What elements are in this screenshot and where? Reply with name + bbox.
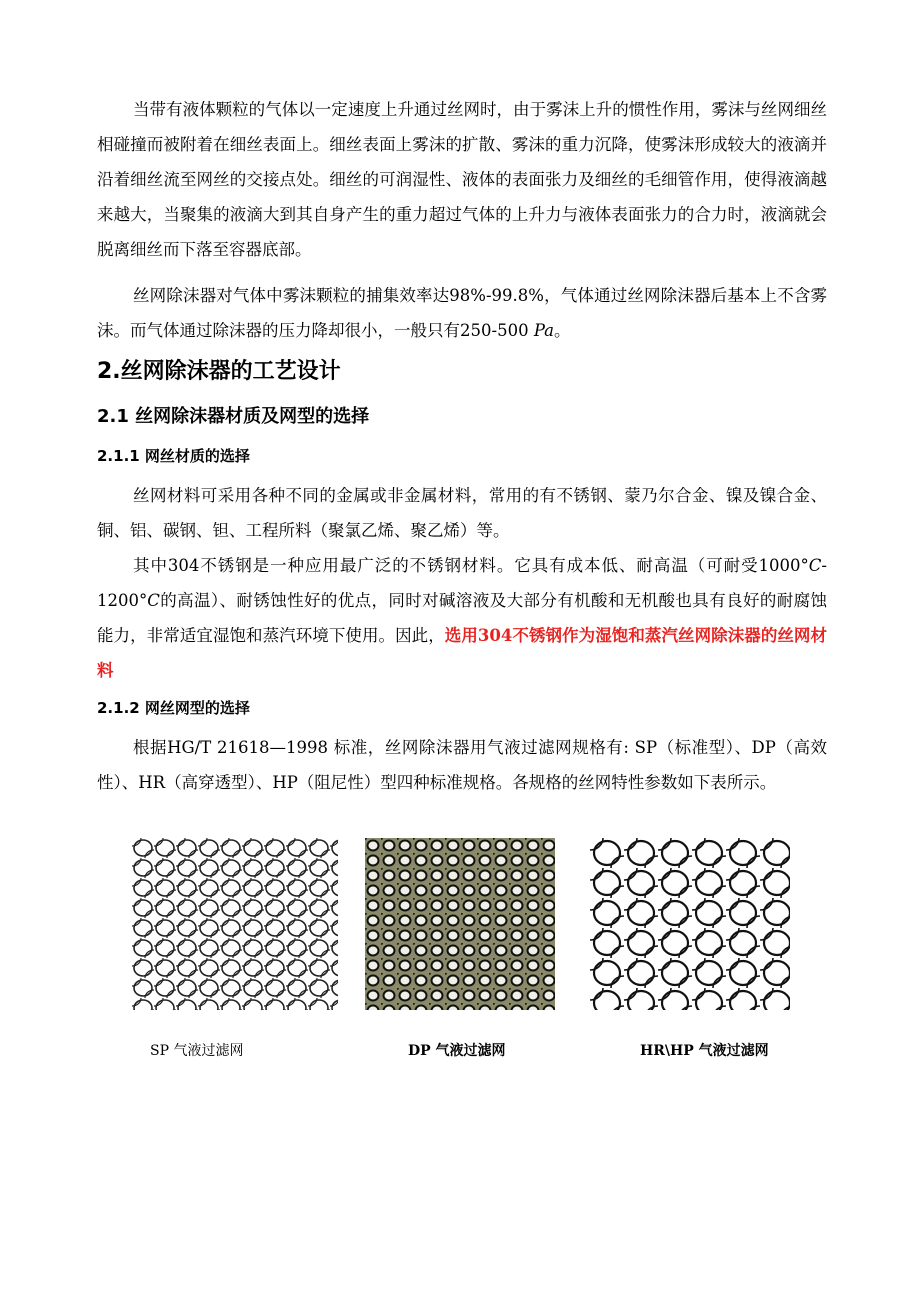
celsius-unit-2: °C xyxy=(139,591,160,610)
paragraph-mist-capture: 当带有液体颗粒的气体以一定速度上升通过丝网时，由于雾沫上升的惯性作用，雾沫与丝网细丝相碰撞而被附着在细丝表面上。细丝表面上雾沫的扩散、雾沫的重力沉降，使雾沫形成较大的液滴并沿着细丝流至网丝的交接点处。细丝的可润湿性、液体的表面张力及细丝的毛细管作用，使得液滴越来越大，当聚集的液滴大到其自身产生的重力超过气体的上升力与液体表面张力的合力时，液滴就会脱离细丝而下落至容器底部。 xyxy=(97,100,827,259)
efficiency-end: 。 xyxy=(554,321,571,340)
steel-text-a: 其中304不锈钢是一种应用最广泛的不锈钢材料。它具有成本低、耐高温（可耐受1000 xyxy=(133,556,801,575)
sp-mesh-image xyxy=(132,838,338,1010)
highlighted-conclusion: 选用304不锈钢作为湿饱和蒸汽丝网除沫器的丝网材料 xyxy=(97,626,827,680)
hr-hp-caption: HR\HP 气液过滤网 xyxy=(640,1043,769,1059)
paragraph-efficiency xyxy=(97,278,827,348)
paragraph-materials: 丝网材料可采用各种不同的金属或非金属材料，常用的有不锈钢、蒙乃尔合金、镍及镍合金、铜、铝、碳钢、钽、工程所料（聚氯乙烯、聚乙烯）等。 xyxy=(97,486,827,540)
paragraph-mesh-standards: 根据HG/T 21618—1998 标准，丝网除沫器用气液过滤网规格有: SP（标准型）、DP（高效性）、HR（高穿透型）、HP（阻尼性）型四种标准规格。各规格的丝网特性参数如下表所示。 xyxy=(97,738,827,792)
sp-caption: SP 气液过滤网 xyxy=(150,1043,244,1059)
celsius-unit-1: °C xyxy=(800,556,822,575)
section-title: 2.丝网除沫器的工艺设计 xyxy=(97,359,341,384)
dp-caption: DP 气液过滤网 xyxy=(408,1043,506,1059)
pressure-unit: Pa xyxy=(533,321,555,340)
hr-hp-mesh-image xyxy=(590,838,790,1010)
steel-text-b: -1200 xyxy=(97,556,827,610)
dp-mesh-image xyxy=(365,838,555,1010)
sub-subsection-mesh-type: 2.1.2 网丝网型的选择 xyxy=(97,699,250,717)
steel-text-c: 的高温）、耐锈蚀性好的优点，同时对碱溶液及大部分有机酸和无机酸也具有良好的耐腐蚀能力，非常适宜湿饱和蒸汽环境下使用。因此， xyxy=(97,591,827,645)
subsection-title: 2.1 丝网除沫器材质及网型的选择 xyxy=(97,406,370,427)
sub-subsection-material: 2.1.1 网丝材质的选择 xyxy=(97,447,250,465)
efficiency-text: 丝网除沫器对气体中雾沫颗粒的捕集效率达98%-99.8%，气体通过丝网除沫器后基本上不含雾沫。而气体通过除沫器的压力降却很小，一般只有250-500 xyxy=(97,286,827,340)
paragraph-304-steel xyxy=(97,548,827,688)
